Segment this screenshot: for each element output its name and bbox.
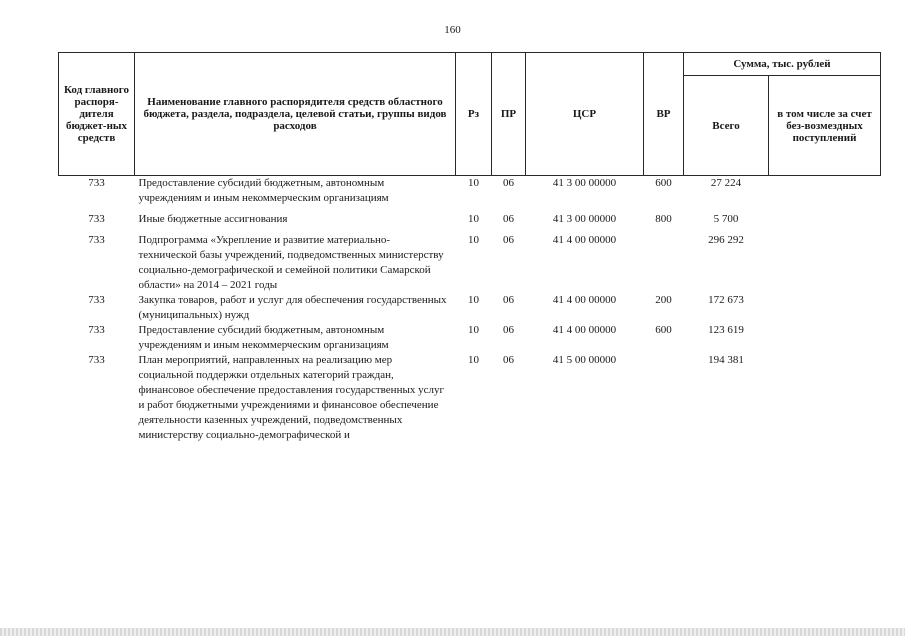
row-pr: 06: [503, 294, 514, 306]
row-total: 296 292: [708, 234, 744, 246]
row-incl: [769, 176, 881, 207]
header-rz: Рз: [456, 53, 492, 176]
row-name: Закупка товаров, работ и услуг для обеспечения государственных (муниципальных) нужд: [138, 294, 447, 321]
scan-edge: [0, 628, 905, 636]
row-csr: 41 4 00 00000: [552, 294, 617, 306]
header-pr: ПР: [492, 53, 526, 176]
header-sum-group: Сумма, тыс. рублей: [684, 53, 881, 76]
header-total: Всего: [684, 76, 769, 176]
row-rz: 10: [468, 324, 479, 336]
row-incl: [769, 323, 881, 353]
row-incl: [769, 227, 881, 293]
row-code: 733: [88, 354, 105, 366]
row-vr: 800: [655, 213, 672, 225]
row-incl: [769, 206, 881, 227]
row-rz: 10: [468, 354, 479, 366]
row-rz: 10: [468, 294, 479, 306]
row-rz: 10: [468, 213, 479, 225]
row-name: Иные бюджетные ассигнования: [138, 213, 288, 225]
table-row: [59, 323, 881, 353]
row-total: 194 381: [708, 354, 744, 366]
row-pr: 06: [503, 234, 514, 246]
row-csr: 41 4 00 00000: [552, 324, 617, 336]
row-vr: 200: [655, 294, 672, 306]
row-pr: 06: [503, 324, 514, 336]
row-name: Предоставление субсидий бюджетным, автономным учреждениям и иным некоммерческим организациям: [138, 177, 389, 204]
header-name: Наименование главного распорядителя средств областного бюджета, раздела, подраздела, целевой статьи, группы видов расходов: [135, 53, 456, 176]
row-vr: [644, 353, 684, 443]
row-code: 733: [88, 177, 105, 189]
row-csr: 41 3 00 00000: [552, 213, 617, 225]
row-total: 5 700: [713, 213, 739, 225]
table-row: [59, 176, 881, 207]
table-row: [59, 206, 881, 227]
row-name: Подпрограмма «Укрепление и развитие материально-технической базы учреждений, подведомственных министерству социально-демографической и семейной политики Самарской области» на 2014 – 2021 годы: [138, 234, 444, 291]
row-pr: 06: [503, 354, 514, 366]
row-total: 172 673: [708, 294, 744, 306]
row-rz: 10: [468, 177, 479, 189]
row-vr: [644, 227, 684, 293]
row-code: 733: [88, 213, 105, 225]
row-code: 733: [88, 294, 105, 306]
header-code: Код главного распоря-дителя бюджет-ных средств: [59, 53, 135, 176]
row-pr: 06: [503, 177, 514, 189]
table-row: [59, 227, 881, 293]
row-csr: 41 5 00 00000: [552, 354, 617, 366]
row-csr: 41 4 00 00000: [552, 234, 617, 246]
page-number: 160: [444, 24, 461, 36]
row-vr: 600: [655, 324, 672, 336]
row-code: 733: [88, 234, 105, 246]
table-row: [59, 293, 881, 323]
row-vr: 600: [655, 177, 672, 189]
budget-table: [58, 52, 881, 443]
row-pr: 06: [503, 213, 514, 225]
row-incl: [769, 353, 881, 443]
header-incl: в том числе за счет без-возмездных поступлений: [769, 76, 881, 176]
row-rz: 10: [468, 234, 479, 246]
row-total: 27 224: [710, 177, 742, 189]
header-csr: ЦСР: [526, 53, 644, 176]
table-row: [59, 353, 881, 443]
row-total: 123 619: [708, 324, 744, 336]
row-name: План мероприятий, направленных на реализацию мер социальной поддержки отдельных категорий граждан, финансовое обеспечение предоставления государственных услуг и работ бюджетными учреждениями и финансовое обеспечение деятельности казенных учреждений, подведомственных министерству социально-демографической и: [138, 354, 444, 441]
row-csr: 41 3 00 00000: [552, 177, 617, 189]
row-name: Предоставление субсидий бюджетным, автономным учреждениям и иным некоммерческим организациям: [138, 324, 389, 351]
row-code: 733: [88, 324, 105, 336]
header-vr: ВР: [644, 53, 684, 176]
row-incl: [769, 293, 881, 323]
